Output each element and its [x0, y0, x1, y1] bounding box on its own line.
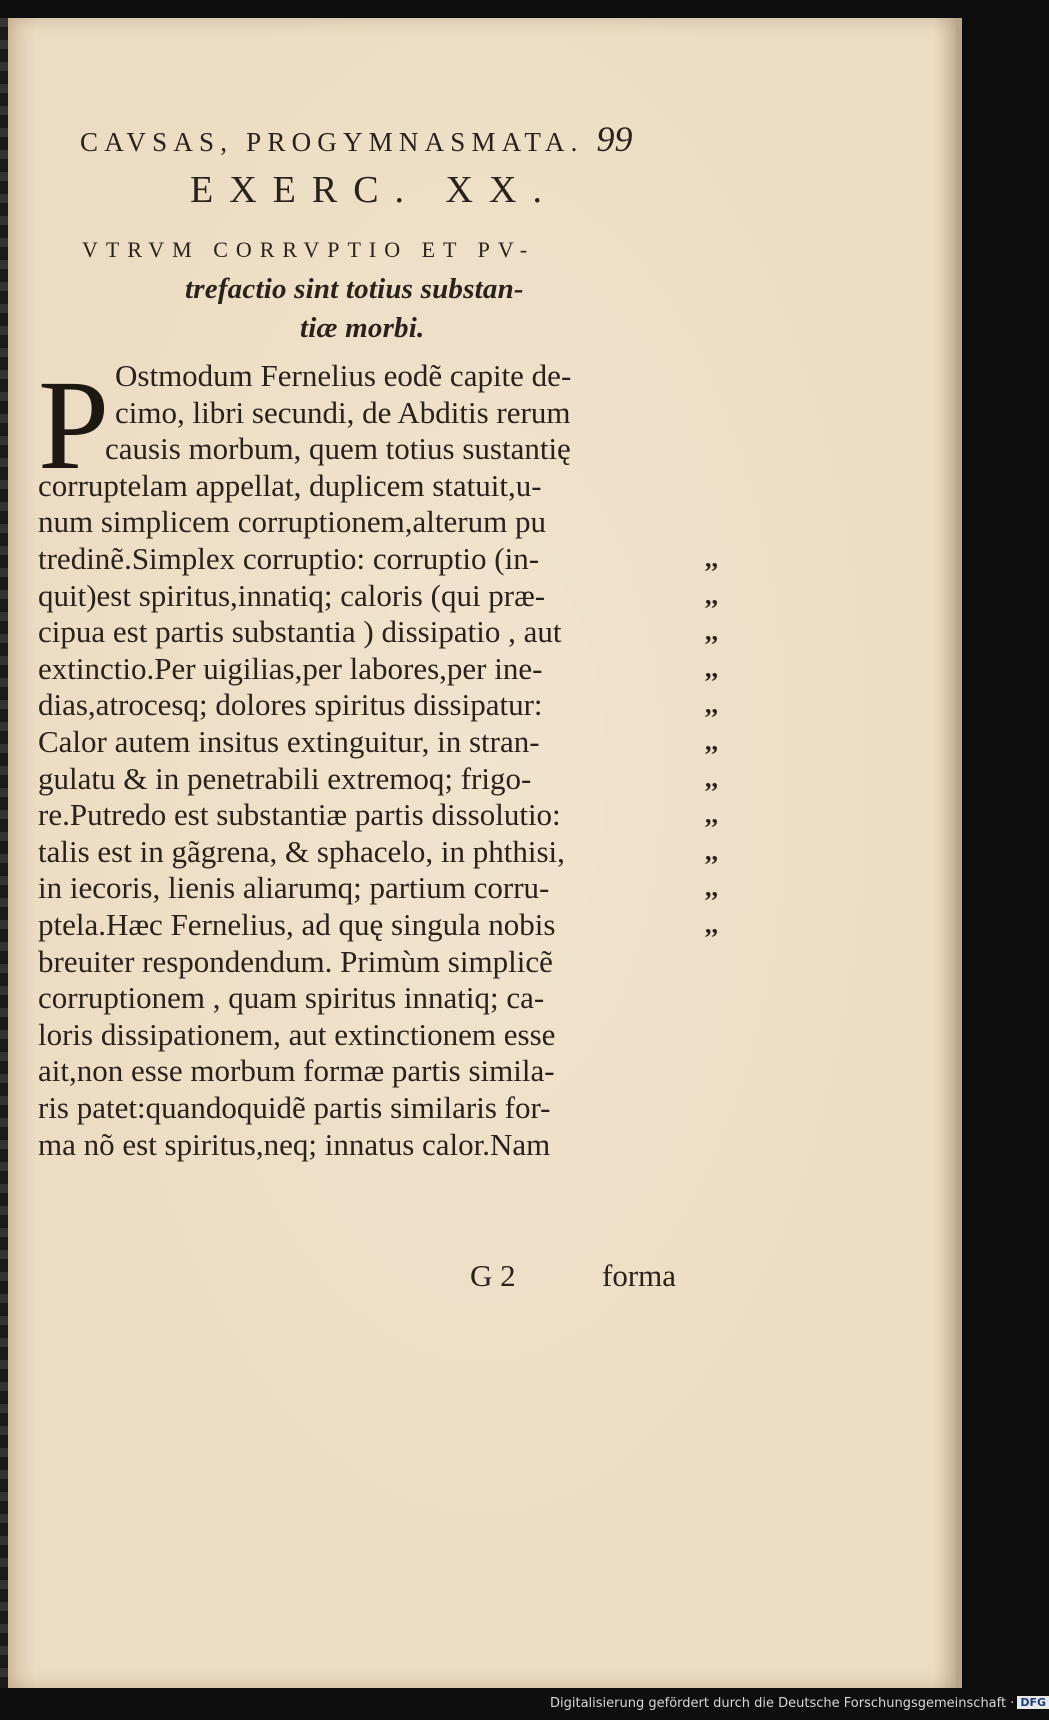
body-line: tredinẽ.Simplex corruptio: corruptio (in- [38, 541, 540, 576]
body-line: loris dissipationem, aut extinctionem esse [38, 1016, 556, 1052]
book-spine-edge [0, 18, 8, 1688]
quote-mark: ,, [705, 910, 718, 939]
running-head [80, 118, 700, 160]
quote-mark: ,, [705, 544, 718, 573]
quote-mark: ,, [705, 727, 718, 756]
catchword: forma [602, 1258, 677, 1293]
folio-number: 99 [596, 119, 633, 159]
section-heading: VTRVM CORRVPTIO ET PV- [82, 237, 536, 262]
body-line: talis est in gãgrena, & sphacelo, in phthisi, [38, 833, 565, 869]
quote-mark: ,, [705, 580, 718, 610]
section-heading-italic-1: trefactio sint totius substan- [185, 273, 524, 305]
body-line: corruptionem , quam spiritus innatiq; ca- [38, 980, 545, 1016]
body-line: ptela.Hæc Fernelius, ad quę singula nobis [38, 907, 556, 942]
quote-mark: ,, [705, 690, 718, 720]
quote-mark: ,, [705, 873, 718, 903]
dfg-logo: DFG [1017, 1696, 1049, 1709]
body-line: ma nõ est spiritus,neq; innatus calor.Nam [38, 1126, 551, 1162]
running-head-text: CAVSAS, PROGYMNASMATA. [80, 127, 584, 157]
drop-cap: P [38, 354, 110, 496]
body-line: causis morbum, quem totius sustantię [105, 431, 571, 467]
body-line: breuiter respondendum. Primùm simplicẽ [38, 943, 553, 979]
quote-mark: ,, [705, 617, 718, 647]
exercise-title: EXERC. XX. [190, 169, 558, 211]
body-line: quit)est spiritus,innatiq; caloris (qui præ- [38, 577, 546, 613]
quote-mark: ,, [705, 836, 718, 866]
quote-mark: ,, [705, 653, 718, 683]
page-edge [956, 18, 962, 1688]
body-line: cimo, libri secundi, de Abditis rerum [115, 394, 571, 430]
footer-credit: Digitalisierung gefördert durch die Deutsche Forschungsgemeinschaft · [550, 1696, 1015, 1711]
body-line: cipua est partis substantia ) dissipatio , aut [38, 614, 562, 650]
quote-mark: ,, [705, 763, 718, 793]
body-line: ris patet:quandoquidẽ partis similaris for- [38, 1090, 551, 1125]
signature-mark: G 2 [470, 1258, 516, 1293]
digitization-footer [550, 1696, 1047, 1714]
body-line: re.Putredo est substantiæ partis dissolutio: [38, 797, 561, 833]
quote-mark: ,, [705, 800, 718, 830]
body-line: gulatu & in penetrabili extremoq; frigo- [38, 760, 532, 796]
body-line: corruptelam appellat, duplicem statuit,u- [38, 467, 542, 503]
body-line: extinctio.Per uigilias,per labores,per ine- [38, 650, 543, 686]
body-line: ait,non esse morbum formæ partis simila- [38, 1053, 555, 1089]
body-line: Calor autem insitus extinguitur, in stran- [38, 724, 540, 759]
body-line: num simplicem corruptionem,alterum pu [38, 504, 546, 540]
body-line: Ostmodum Fernelius eodẽ capite de- [115, 358, 572, 393]
section-heading-italic-2: tiæ morbi. [300, 312, 425, 344]
body-line: dias,atrocesq; dolores spiritus dissipatur: [38, 687, 543, 723]
body-line: in iecoris, lienis aliarumq; partium corru- [38, 870, 550, 906]
